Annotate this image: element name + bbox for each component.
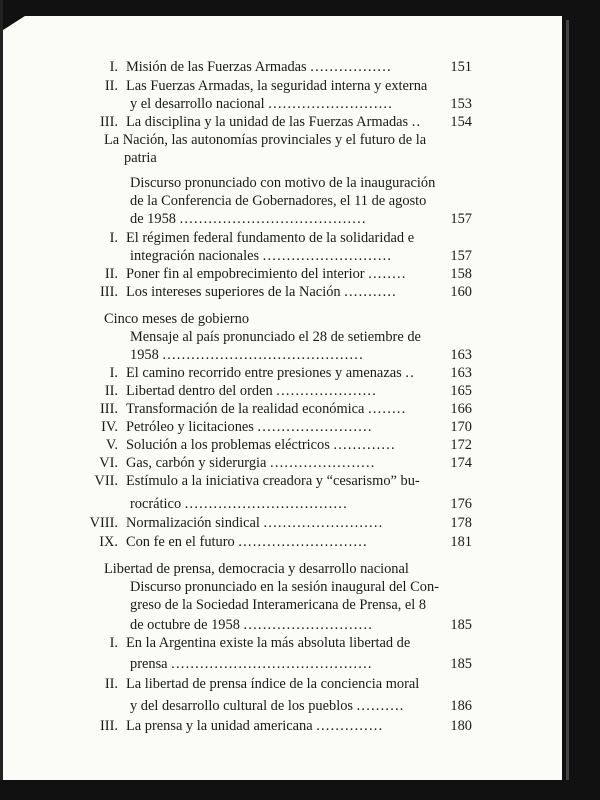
entry-number: VII. <box>94 473 118 489</box>
entry-number: IV. <box>101 419 118 435</box>
leader-dots: ......................... <box>263 515 384 531</box>
leader-dots: ........ <box>368 401 407 417</box>
page-number: 186 <box>450 698 472 714</box>
leader-dots: ........... <box>344 284 397 300</box>
page-number: 154 <box>450 114 472 130</box>
entry-title: rocrático <box>130 496 182 512</box>
leader-dots: ....................................... <box>179 211 367 227</box>
entry-number: II. <box>104 383 118 399</box>
page-number: 174 <box>450 455 472 471</box>
entry-title: Con fe en el futuro <box>126 534 235 550</box>
leader-dots: ............. <box>333 437 396 453</box>
entry-number: II. <box>104 78 118 94</box>
entry-number: II. <box>104 676 118 692</box>
leader-dots: .............. <box>316 718 384 734</box>
leader-dots: .. <box>411 114 422 130</box>
entry-title: y del desarrollo cultural de los pueblos <box>130 698 353 714</box>
entry-title: Gas, carbón y siderurgia <box>126 455 267 471</box>
section-intro: Discurso pronunciado con motivo de la inauguración <box>130 175 436 191</box>
entry-number: IX. <box>99 534 118 550</box>
leader-dots: ................. <box>310 59 392 75</box>
entry-title: de octubre de 1958 <box>130 617 240 633</box>
entry-number: VI. <box>99 455 118 471</box>
entry-number: V. <box>105 437 118 453</box>
page-number: 172 <box>450 437 472 453</box>
section-intro: Mensaje al país pronunciado el 28 de setiembre de <box>130 329 421 345</box>
leader-dots: .......................................... <box>171 656 373 672</box>
entry-title: Normalización sindical <box>126 515 260 531</box>
entry-title: Solución a los problemas eléctricos <box>126 437 330 453</box>
entry-title: La prensa y la unidad americana <box>126 718 313 734</box>
entry-number: III. <box>100 718 118 734</box>
page-number: 178 <box>450 515 472 531</box>
entry-title: integración nacionales <box>130 248 260 264</box>
entry-title: En la Argentina existe la más absoluta libertad de <box>126 635 411 651</box>
entry-title: Petróleo y licitaciones <box>126 419 254 435</box>
entry-title: El camino recorrido entre presiones y amenazas <box>126 365 402 381</box>
leader-dots: .......................... <box>268 96 394 112</box>
leader-dots: ........................... <box>238 534 368 550</box>
page-number: 163 <box>450 347 472 363</box>
leader-dots: .. <box>405 365 415 381</box>
entry-title: Poner fin al empobrecimiento del interior <box>126 266 365 282</box>
entry-title: La libertad de prensa índice de la conciencia moral <box>126 676 420 692</box>
entry-title: y el desarrollo nacional <box>130 96 265 112</box>
leader-dots: ...................... <box>270 455 376 471</box>
leader-dots: ........................... <box>243 617 374 633</box>
entry-number: I. <box>109 635 118 651</box>
section-intro: Discurso pronunciado en la sesión inaugural del Con- <box>130 579 439 595</box>
section-title-continuation: patria <box>124 150 157 166</box>
page-number: 153 <box>450 96 472 112</box>
section-title: La Nación, las autonomías provinciales y el futuro de la <box>104 132 427 148</box>
page-number: 166 <box>450 401 472 417</box>
page-number: 158 <box>450 266 472 282</box>
page-number: 181 <box>450 534 472 550</box>
section-intro: greso de la Sociedad Interamericana de Prensa, el 8 <box>130 597 427 613</box>
leader-dots: .......................................... <box>162 347 364 363</box>
page-number: 180 <box>450 718 472 734</box>
entry-number: II. <box>104 266 118 282</box>
page-number: 163 <box>450 365 472 381</box>
entry-title: Los intereses superiores de la Nación <box>126 284 341 300</box>
entry-number: I. <box>109 365 118 381</box>
entry-title: Misión de las Fuerzas Armadas <box>126 59 307 75</box>
section-title: Cinco meses de gobierno <box>104 311 250 327</box>
entry-title: 1958 <box>130 347 159 363</box>
leader-dots: .................................. <box>184 496 348 512</box>
section-title: Libertad de prensa, democracia y desarrollo nacional <box>104 561 409 577</box>
entry-title: La disciplina y la unidad de las Fuerzas Armadas <box>126 114 409 130</box>
entry-number: III. <box>100 114 118 130</box>
page-number: 185 <box>450 617 472 633</box>
page-number: 151 <box>450 59 472 75</box>
page-number: 176 <box>450 496 472 512</box>
entry-title: de 1958 <box>130 211 176 227</box>
entry-title: Estímulo a la iniciativa creadora y “cesarismo” bu- <box>126 473 420 489</box>
page-number: 157 <box>450 211 472 227</box>
page-number: 157 <box>450 248 472 264</box>
entry-title: Las Fuerzas Armadas, la seguridad interna y externa <box>126 78 428 94</box>
page-number: 160 <box>450 284 472 300</box>
page-number: 165 <box>450 383 472 399</box>
leader-dots: ........................... <box>262 248 393 264</box>
page-number: 185 <box>450 656 472 672</box>
entry-title: Libertad dentro del orden <box>126 383 273 399</box>
entry-title: prensa <box>130 656 168 672</box>
entry-number: III. <box>100 284 118 300</box>
entry-number: I. <box>109 230 118 246</box>
leader-dots: ........................ <box>257 419 373 435</box>
page-number: 170 <box>450 419 472 435</box>
section-intro: de la Conferencia de Gobernadores, el 11 de agosto <box>130 193 427 209</box>
leader-dots: .......... <box>356 698 405 714</box>
entry-title: El régimen federal fundamento de la solidaridad e <box>126 230 415 246</box>
entry-title: Transformación de la realidad económica <box>126 401 365 417</box>
entry-number: III. <box>100 401 118 417</box>
leader-dots: ..................... <box>276 383 378 399</box>
leader-dots: ........ <box>368 266 407 282</box>
entry-number: VIII. <box>89 515 118 531</box>
entry-number: I. <box>109 59 118 75</box>
